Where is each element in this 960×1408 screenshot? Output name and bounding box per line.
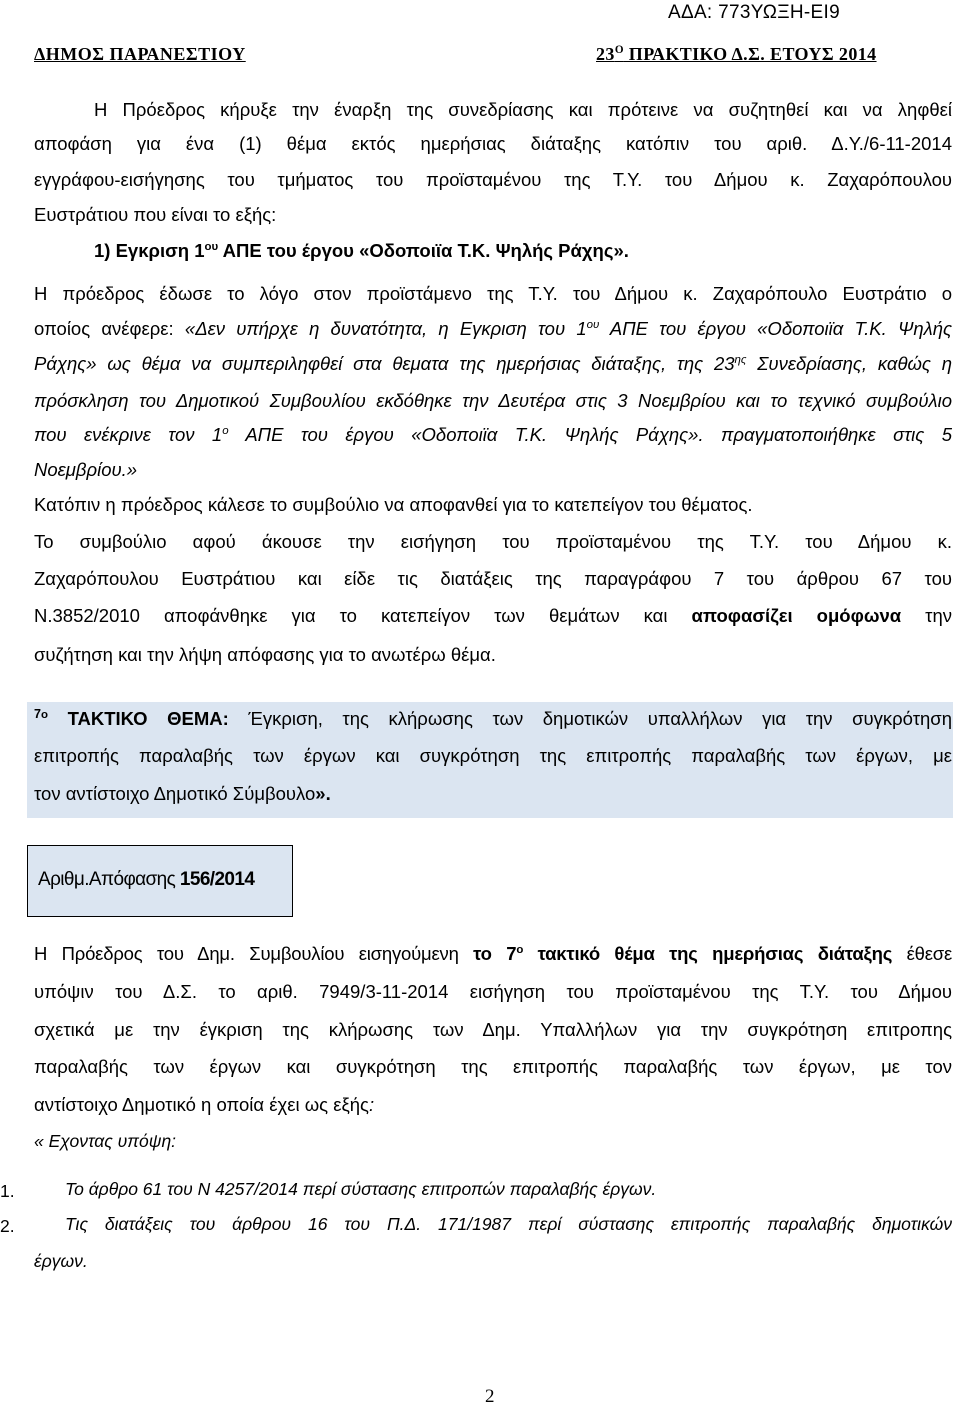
body-line: αντίστοιχο Δημοτικό η οποία έχει ως εξής: — [34, 1094, 375, 1115]
topic-title-line: $^{7o}$ ΤΑΚΤΙΚΟ ΘΕΜΑ: Έγκριση, της κλήρωσης των δημοτικών υπαλλήλων για την συγκρότηση — [34, 706, 952, 729]
paragraph-line: συζήτηση και την λήψη απόφασης για το ανωτέρω θέμα. — [34, 644, 496, 665]
body-line: παραλαβής των έργων και συγκρότηση της επιτροπής παραλαβής των έργων, με τον — [34, 1056, 952, 1077]
intro-line: αποφάση για ένα (1) θέμα εκτός ημερήσιας διάταξης κατόπιν του αριθ. Δ.Υ./6-11-2014 — [34, 133, 952, 154]
intro-line: εγγράφου-εισήγησης του τμήματος του προϊσταμένου της Τ.Υ. του Δήμου κ. Ζαχαρόπουλου — [34, 169, 952, 190]
agenda-item: 1) Εγκριση $1^{o\upsilon}$ ΑΠΕ του έργου «Οδοποιϊα Τ.Κ. Ψηλής Ράχης». — [94, 240, 629, 261]
list-item: Το άρθρο 61 του Ν 4257/2014 περί σύστασης επιτροπών παραλαβής έργων. — [65, 1179, 657, 1199]
intro-line: Η Πρόεδρος κήρυξε την έναρξη της συνεδρίασης και πρότεινε να συζητηθεί και να ληφθεί — [94, 99, 952, 120]
page-number: 2 — [485, 1386, 495, 1407]
body-line: σχετικά με την έγκριση της κλήρωσης των Δημ. Υπαλλήλων για την συγκρότηση επιτροπης — [34, 1019, 952, 1040]
paragraph-line: Το συμβούλιο αφού άκουσε την εισήγηση του προϊσταμένου της Τ.Υ. του Δήμου κ. — [34, 531, 952, 552]
paragraph-line: Κατόπιν η πρόεδρος κάλεσε το συμβούλιο να αποφανθεί για το κατεπείγον του θέματος. — [34, 494, 753, 515]
body-line: « Εχοντας υπόψη: — [34, 1131, 177, 1151]
list-item-continuation: έργων. — [34, 1251, 88, 1271]
decision-number: Αριθμ.Απόφασης 156/2014 — [38, 869, 255, 890]
body-line: υπόψιν του Δ.Σ. το αριθ. 7949/3-11-2014 εισήγηση του προϊσταμένου της Τ.Υ. του Δήμου — [34, 981, 952, 1002]
intro-line: Η πρόεδρος έδωσε το λόγο στον προϊστάμενο της Τ.Υ. του Δήμου κ. Ζαχαρόπουλο Ευστράτιο ο — [34, 283, 952, 304]
quote-line: πρόσκληση του Δημοτικού Συμβουλίου εκδόθηκε την Δευτέρα στις 3 Νοεμβρίου και το τεχνικό συμβούλιο — [34, 390, 952, 411]
intro-line: Ευστράτιου που είναι το εξής: — [34, 204, 277, 225]
topic-line: τον αντίστοιχο Δημοτικό Σύμβουλο». — [34, 783, 331, 804]
list-number: 2. — [0, 1216, 15, 1236]
body-line: Η Πρόεδρος του Δημ. Συμβουλίου εισηγούμενη το $7^o$ τακτικό θέμα της ημερήσιας διάταξης έθεσε — [34, 943, 953, 964]
paragraph-line: Ν.3852/2010 αποφάνθηκε για το κατεπείγον των θεμάτων και αποφασίζει ομόφωνα την — [34, 605, 952, 626]
topic-line: επιτροπής παραλαβής των έργων και συγκρότηση της επιτροπής παραλαβής των έργων, με — [34, 745, 952, 766]
quote-line: που ενέκρινε τον $1^o$ ΑΠΕ του έργου «Οδοποιϊα Τ.Κ. Ψηλής Ράχης». πραγματοποιήθηκε στις 5 — [34, 424, 952, 445]
header-municipality: ΔΗΜΟΣ ΠΑΡΑΝΕΣΤΙΟΥ — [34, 44, 246, 64]
quote-line: Νοεμβρίου.» — [34, 459, 138, 480]
list-number: 1. — [0, 1181, 15, 1201]
quote-line: Ράχης» ως θέμα να συμπεριληφθεί στα θεματα της ημερήσιας διάταξης, της $23^{\eta\varsigma}$ Συνεδρίασης, καθώς η — [34, 353, 952, 374]
paragraph-line: Ζαχαρόπουλου Ευστράτιου και είδε τις διατάξεις της παραγράφου 7 του άρθρου 67 του — [34, 568, 952, 589]
quote-line: οποίος ανέφερε: «Δεν υπήρχε η δυνατότητα, η Εγκριση του $1^{o\upsilon}$ ΑΠΕ του έργου «Οδοποιϊα Τ.Κ. Ψηλής — [34, 318, 952, 339]
header-minutes-title: $23^O$ ΠΡΑΚΤΙΚΟ Δ.Σ. ΕΤΟΥΣ 2014 — [596, 44, 877, 64]
list-item: Τις διατάξεις του άρθρου 16 του Π.Δ. 171/1987 περί σύστασης επιτροπής παραλαβής δημοτικών — [65, 1214, 952, 1234]
ada-code: ΑΔΑ: 773ΥΩΞΗ-ΕΙ9 — [668, 2, 840, 23]
